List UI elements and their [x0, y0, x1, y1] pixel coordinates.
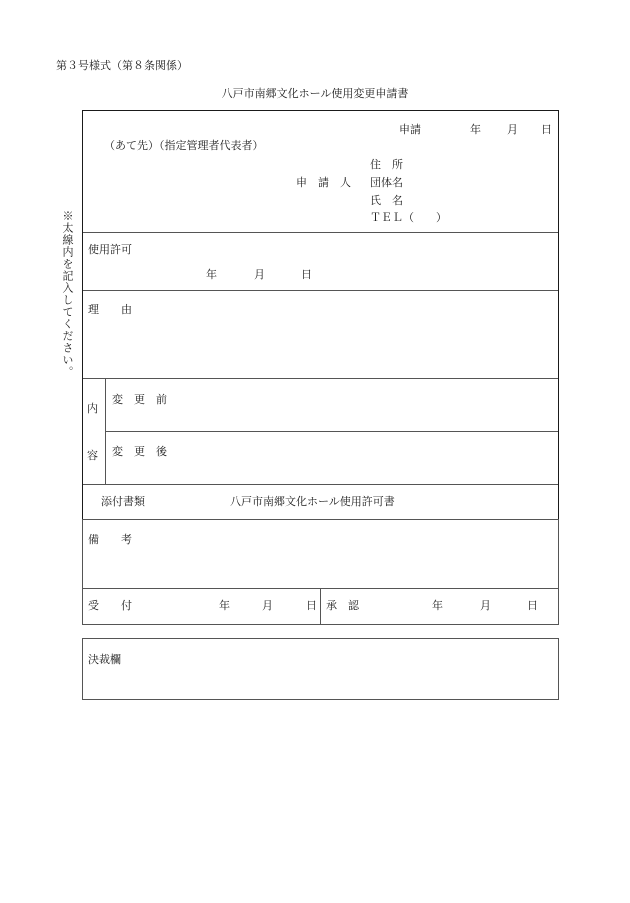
content-label-top: 内 — [87, 402, 98, 415]
receipt-approval-divider — [320, 588, 321, 624]
reason-label: 理 由 — [88, 303, 132, 316]
before-change-label: 変 更 前 — [112, 393, 167, 406]
permit-year: 年 — [206, 268, 217, 281]
tel-label: ＴＥＬ（ ） — [370, 211, 447, 224]
permit-label: 使用許可 — [88, 243, 132, 256]
after-change-label: 変 更 後 — [112, 445, 167, 458]
main-form-frame — [82, 110, 559, 520]
divider-content — [83, 484, 558, 485]
application-label: 申請 — [399, 123, 421, 136]
attachment-label: 添付書類 — [101, 495, 145, 508]
receipt-year: 年 — [219, 599, 230, 612]
application-year: 年 — [470, 123, 481, 136]
form-number: 第３号様式（第８条関係） — [56, 59, 188, 72]
attachment-value: 八戸市南郷文化ホール使用許可書 — [230, 495, 395, 508]
form-title: 八戸市南郷文化ホール使用変更申請書 — [221, 87, 409, 100]
approval-month: 月 — [480, 599, 491, 612]
approval-year: 年 — [432, 599, 443, 612]
application-day: 日 — [541, 123, 552, 136]
permit-day: 日 — [301, 268, 312, 281]
address-label: 住 所 — [370, 158, 403, 171]
remarks-label: 備 考 — [88, 533, 132, 546]
addressee: （あて先）（指定管理者代表者） — [104, 139, 264, 152]
organization-label: 団体名 — [370, 176, 403, 189]
approval-label: 承 認 — [326, 599, 359, 612]
application-month: 月 — [507, 123, 518, 136]
divider-permit — [83, 290, 558, 291]
permit-month: 月 — [254, 268, 265, 281]
approval-day: 日 — [527, 599, 538, 612]
receipt-month: 月 — [262, 599, 273, 612]
decision-label: 決裁欄 — [88, 653, 121, 666]
content-label-bottom: 容 — [87, 449, 98, 462]
receipt-label: 受 付 — [88, 599, 132, 612]
side-note: ※太線内を記入してください。 — [61, 210, 74, 378]
decision-box — [82, 638, 559, 700]
divider-before-after — [105, 431, 558, 432]
divider-applicant — [83, 232, 558, 233]
content-label-divider — [105, 378, 106, 484]
name-label: 氏 名 — [370, 194, 403, 207]
divider-reason — [83, 378, 558, 379]
receipt-day: 日 — [306, 599, 317, 612]
applicant-label: 申 請 人 — [296, 176, 351, 189]
